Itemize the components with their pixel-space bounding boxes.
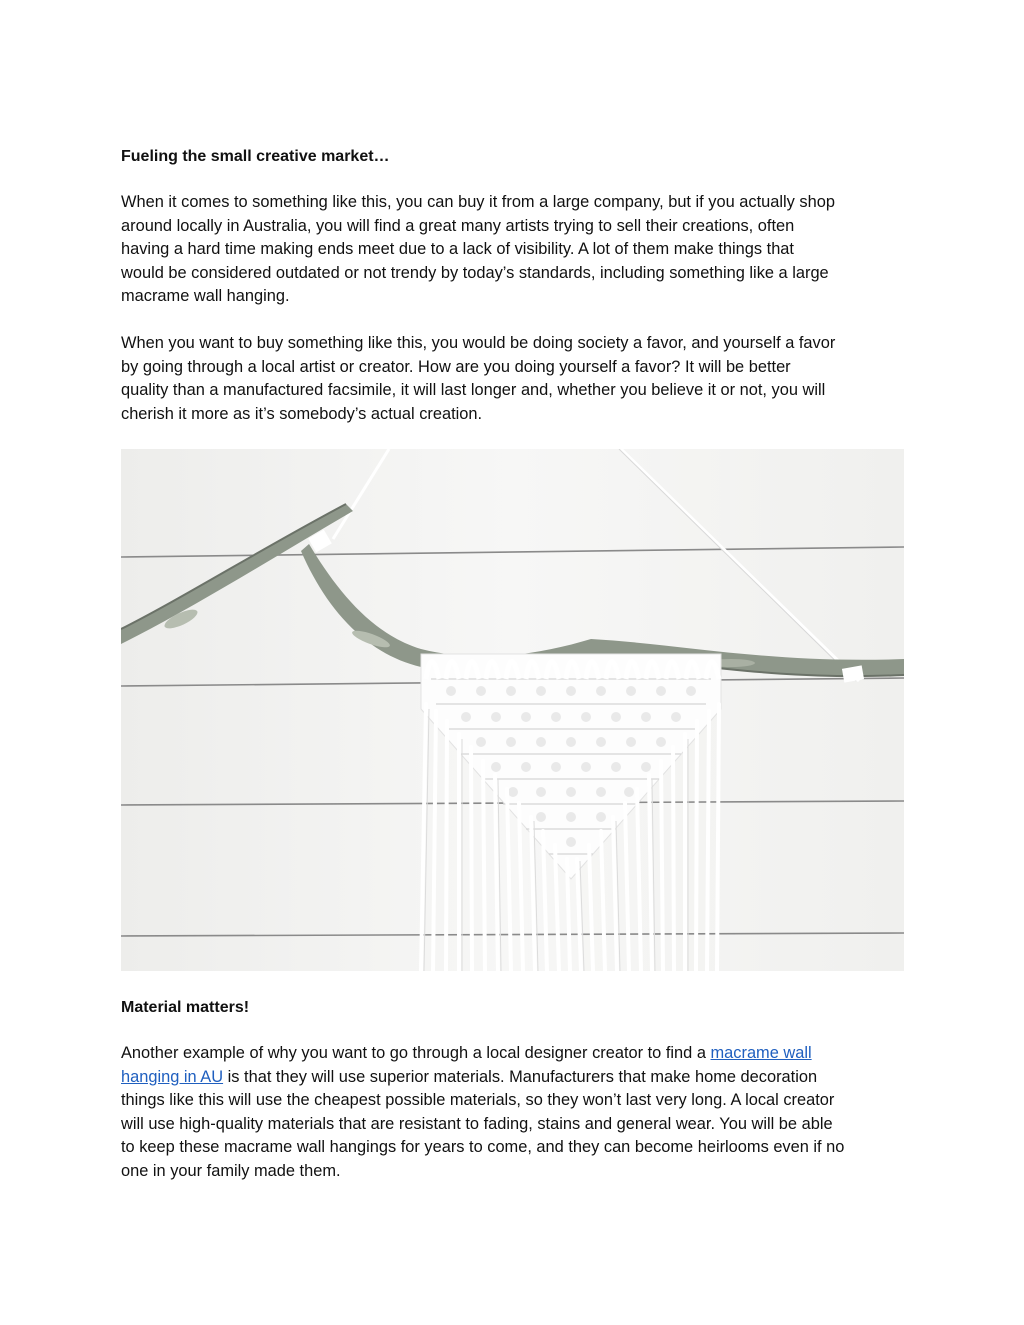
text-line: macrame wall hanging. xyxy=(121,287,290,305)
text-line: When you want to buy something like this, you would be doing society a favor, and yourself a favor xyxy=(121,334,836,352)
text-line: by going through a local artist or creator. How are you doing yourself a favor? It will be better xyxy=(121,357,791,376)
macrame-wall-hanging-link[interactable]: macrame wall xyxy=(710,1044,812,1062)
text-line: around locally in Australia, you will find a great many artists trying to sell their creations, often xyxy=(121,216,795,235)
text-line: things like this will use the cheapest possible materials, so they won’t last very long. A local creator xyxy=(121,1091,835,1109)
text-line: quality than a manufactured facsimile, it will last longer and, whether you believe it or not, you will xyxy=(121,381,826,399)
paragraph-superior-materials xyxy=(121,1042,904,1183)
macrame-illustration xyxy=(121,449,904,971)
macrame-wall-hanging-photo xyxy=(121,449,904,971)
section-heading-creative-market: Fueling the small creative market… xyxy=(121,148,390,165)
text-line: would be considered outdated or not trendy by today’s standards, including something like a large xyxy=(121,263,829,282)
text-line: having a hard time making ends meet due to a lack of visibility. A lot of them make things that xyxy=(121,240,794,258)
text-line: cherish it more as it’s somebody’s actual creation. xyxy=(121,404,483,423)
macrame-wall-hanging-link-continued[interactable]: hanging in AU xyxy=(121,1067,224,1086)
text-line xyxy=(121,1042,904,1066)
text-line xyxy=(121,1066,904,1090)
paragraph-shop-locally xyxy=(121,191,904,309)
text-line: will use high-quality materials that are resistant to fading, stains and general wear. You will be able xyxy=(121,1114,833,1133)
section-heading-material-matters: Material matters! xyxy=(121,999,250,1016)
text-line: to keep these macrame wall hangings for years to come, and they can become heirlooms even if no xyxy=(121,1138,845,1156)
text-line: one in your family made them. xyxy=(121,1161,341,1180)
text-segment: Another example of why you want to go through a local designer creator to find a xyxy=(121,1044,706,1062)
text-line: When it comes to something like this, you can buy it from a large company, but if you actually shop xyxy=(121,193,835,211)
paragraph-local-artist xyxy=(121,332,904,426)
text-segment: is that they will use superior materials. Manufacturers that make home decoration xyxy=(227,1067,818,1086)
